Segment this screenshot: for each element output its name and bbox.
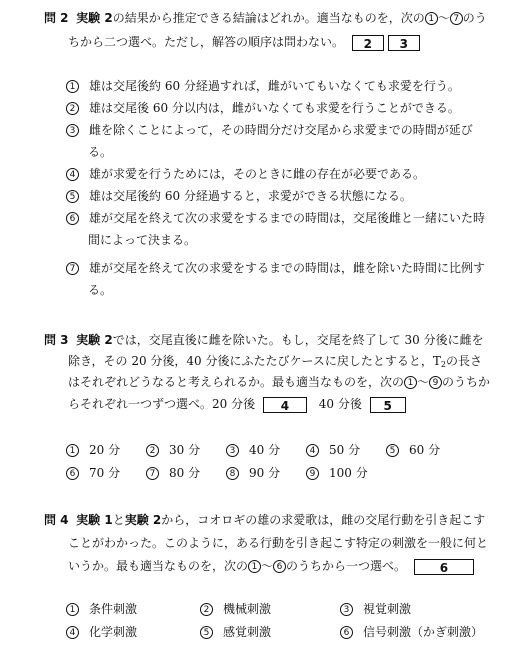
q3-option-number: 1 [66,444,79,457]
q3-option-text: 40 分 [249,443,281,457]
q3-option-text: 20 分 [89,443,121,457]
q4-option-number: 2 [200,603,213,616]
q2-option-continuation: る。 [88,145,113,159]
q3-option-number: 2 [146,444,159,457]
q4-option-text: 信号刺激（かぎ刺激） [363,625,484,639]
q2-option[interactable] [66,260,485,276]
q4-option-number: 1 [66,603,79,616]
q4-option-text: 条件刺激 [89,602,138,616]
q2-option-text: 雄は交尾後 60 分以内は，雌がいなくても求愛を行うことができる。 [89,101,460,115]
q4-option[interactable] [66,624,137,640]
q3-after-40min-label: 40 分後 [318,397,362,411]
q3-stem-line3-text: はそれぞれどうなると考えられるか。最も適当なものを，次の [68,375,405,389]
q3-t-subscript: 2 [440,360,447,369]
q2-option[interactable] [66,188,412,204]
q3-option[interactable] [226,465,280,481]
q2-option-number: 4 [66,168,79,181]
q2-option-number: 7 [66,262,79,275]
q3-option-text: 30 分 [169,443,201,457]
q2-option[interactable] [66,122,473,138]
q4-option-number: 6 [340,626,353,639]
q3-stem-line2-text: 除き，その 20 分後，40 分後にふたたびケースに戻したとすると，T [68,354,441,368]
q4-option[interactable] [340,624,483,640]
q3-option[interactable] [386,442,440,458]
q2-option[interactable] [66,210,485,226]
q2-option-text: 雄が交尾を終えて次の求愛をするまでの時間は，交尾後雌と一緒にいた時 [89,211,486,225]
q3-option-number: 8 [226,467,239,480]
q2-stem-tail: のう [462,11,487,25]
q4-option[interactable] [66,601,137,617]
q3-range-sep: ～ [417,375,430,389]
q3-option-number: 9 [306,467,319,480]
q2-option-number: 5 [66,190,79,203]
q4-range-sep: ～ [261,559,274,573]
q4-option-number: 4 [66,626,79,639]
q3-option-number: 7 [146,467,159,480]
q3-range-to: 9 [429,376,442,389]
q4-stem-text: から，コオロギの雄の求愛歌は，雌の交尾行動を引き起こす [161,513,486,527]
q4-option-text: 機械刺激 [223,602,272,616]
q2-option-text: 雄は交尾後約 60 分経過すれば，雌がいてもいなくても求愛を行う。 [89,79,460,93]
q4-range-from: 1 [248,560,261,573]
q4-label: 問 4 [44,513,69,527]
q3-option-text: 100 分 [329,466,368,480]
q4-experiment-ref-2: 実験 2 [124,513,162,527]
q4-option-number: 3 [340,603,353,616]
q2-stem-line1 [44,10,487,26]
q2-range-to: 7 [450,12,463,25]
q4-answer-box-6[interactable]: 6 [414,559,474,575]
q3-option-text: 80 分 [169,466,201,480]
q3-option-text: 60 分 [409,443,441,457]
q4-option[interactable] [200,624,271,640]
q3-stem-line4 [68,396,406,412]
q3-option-number: 6 [66,467,79,480]
q2-option[interactable] [66,166,425,182]
q3-option-number: 4 [306,444,319,457]
q4-option-text: 視覚刺激 [363,602,412,616]
q3-option[interactable] [146,442,200,458]
q4-stem-line3-text: いうか。最も適当なものを，次の [68,559,249,573]
q2-option-continuation: 間によって決まる。 [88,233,197,247]
q3-experiment-ref: 実験 2 [76,333,113,347]
q2-option-number: 1 [66,80,79,93]
q2-answer-box-2[interactable]: 3 [388,35,420,51]
q3-option[interactable] [306,442,360,458]
q3-option[interactable] [146,465,200,481]
q3-option-text: 50 分 [329,443,361,457]
q3-option[interactable] [226,442,280,458]
q4-experiment-ref-1: 実験 1 [76,513,113,527]
q3-option[interactable] [306,465,368,481]
q3-option-text: 90 分 [249,466,281,480]
q2-range-sep: ～ [437,11,450,25]
q2-option-number: 3 [66,124,79,137]
q2-experiment-ref: 実験 2 [76,11,113,25]
q4-option-number: 5 [200,626,213,639]
q4-option[interactable] [340,601,411,617]
q4-option-text: 化学刺激 [89,625,138,639]
q4-stem-line3 [68,558,474,574]
q2-option[interactable] [66,78,460,94]
q2-option-text: 雄が交尾を終えて次の求愛をするまでの時間は，雌を除いた時間に比例す [89,261,486,275]
q3-stem-text: では，交尾直後に雌を除いた。もし，交尾を終了して 30 分後に雌を [112,333,484,347]
q3-option[interactable] [66,465,120,481]
q3-instruction: らそれぞれ一つずつ選べ。20 分後 [68,397,256,411]
q3-answer-box-4[interactable]: 4 [263,397,307,413]
q4-option[interactable] [200,601,271,617]
q4-range-to: 6 [273,560,286,573]
q2-option[interactable] [66,100,460,116]
q2-option-number: 6 [66,212,79,225]
q2-instruction: ちから二つ選べ。ただし，解答の順序は問わない。 [68,35,345,49]
q2-option-number: 2 [66,102,79,115]
q3-stem-line3 [68,374,490,390]
q3-option-number: 5 [386,444,399,457]
q3-answer-box-5[interactable]: 5 [370,397,406,413]
q4-stem-line2-text: ことがわかった。このように，ある行動を引き起こす特定の刺激を一般に何と [68,536,489,550]
q3-range-from: 1 [404,376,417,389]
q3-option-text: 70 分 [89,466,121,480]
q3-option-number: 3 [226,444,239,457]
q2-answer-box-1[interactable]: 2 [352,35,384,51]
q3-option[interactable] [66,442,120,458]
q3-stem-line1 [44,332,484,348]
q3-stem-line2 [68,353,482,369]
q2-option-text: 雄が求愛を行うためには，そのときに雌の存在が必要である。 [89,167,426,181]
q3-stem-line2-tail: の長さ [446,354,483,368]
q2-option-text: 雄は交尾後約 60 分経過すると，求愛ができる状態になる。 [89,189,412,203]
q2-stem-line2 [68,34,420,50]
q4-option-text: 感覚刺激 [223,625,272,639]
q2-option-continuation: る。 [88,283,113,297]
q4-instruction: のうちから一つ選べ。 [286,559,407,573]
q4-conj: と [112,513,125,527]
q2-stem-text: の結果から推定できる結論はどれか。適当なものを，次の [112,11,425,25]
q4-stem-line2 [68,535,488,551]
q4-stem-line1 [44,512,485,528]
q2-range-from: 1 [425,12,438,25]
q3-stem-line3-tail: のうちか [442,375,491,389]
q2-option-text: 雌を除くことによって，その時間分だけ交尾から求愛までの時間が延び [89,123,473,137]
q2-label: 問 2 [44,11,69,25]
q3-label: 問 3 [44,333,69,347]
